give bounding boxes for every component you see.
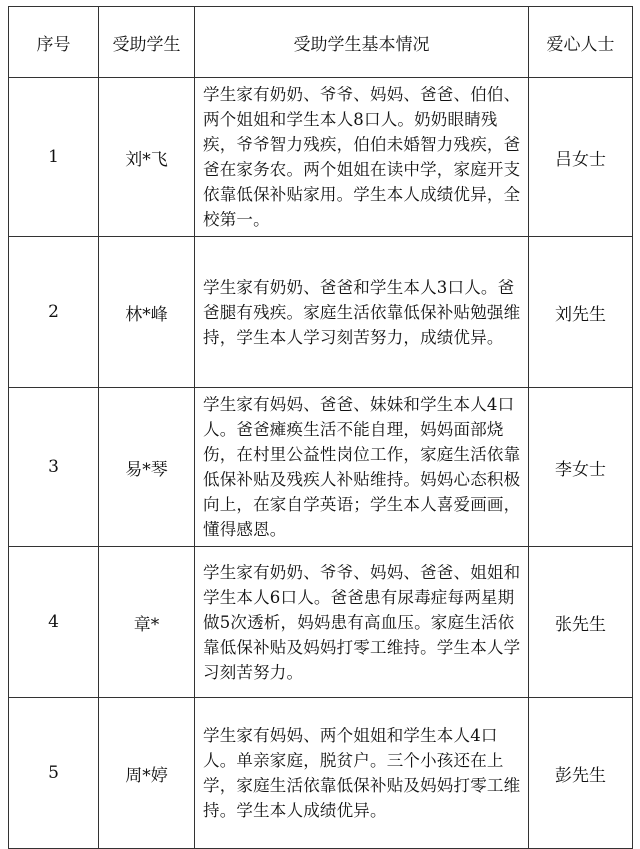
header-student: 受助学生 — [99, 7, 195, 78]
row-info: 学生家有妈妈、爸爸、妹妹和学生本人4口人。爸爸瘫痪生活不能自理，妈妈面部烧伤，在村里公益性岗位工作，家庭生活依靠低保补贴及残疾人补贴维持。妈妈心态积极向上，在家自学英语；学生本人喜爱画画，懂得感恩。 — [195, 388, 529, 547]
aid-students-table — [8, 6, 633, 849]
row-info: 学生家有妈妈、两个姐姐和学生本人4口人。单亲家庭，脱贫户。三个小孩还在上学，家庭生活依靠低保补贴及妈妈打零工维持。学生本人成绩优异。 — [195, 698, 529, 849]
row-donor: 李女士 — [529, 388, 633, 547]
row-index: 4 — [9, 547, 99, 698]
table-row — [9, 388, 633, 547]
table-row — [9, 547, 633, 698]
header-index: 序号 — [9, 7, 99, 78]
row-info: 学生家有奶奶、爷爷、妈妈、爸爸、伯伯、两个姐姐和学生本人8口人。奶奶眼睛残疾，爷爷智力残疾，伯伯未婚智力残疾，爸爸在家务农。两个姐姐在读中学，家庭开支依靠低保补贴家用。学生本人成绩优异，全校第一。 — [195, 78, 529, 237]
row-index: 3 — [9, 388, 99, 547]
table-row — [9, 698, 633, 849]
table-header-row — [9, 7, 633, 78]
row-info: 学生家有奶奶、爷爷、妈妈、爸爸、姐姐和学生本人6口人。爸爸患有尿毒症每两星期做5次透析，妈妈患有高血压。家庭生活依靠低保补贴及妈妈打零工维持。学生本人学习刻苦努力。 — [195, 547, 529, 698]
header-info: 受助学生基本情况 — [195, 7, 529, 78]
row-donor: 彭先生 — [529, 698, 633, 849]
table-row — [9, 78, 633, 237]
row-donor: 吕女士 — [529, 78, 633, 237]
row-student: 林*峰 — [99, 237, 195, 388]
row-student: 周*婷 — [99, 698, 195, 849]
row-info: 学生家有奶奶、爸爸和学生本人3口人。爸爸腿有残疾。家庭生活依靠低保补贴勉强维持，学生本人学习刻苦努力，成绩优异。 — [195, 237, 529, 388]
row-donor: 张先生 — [529, 547, 633, 698]
table-row — [9, 237, 633, 388]
row-student: 易*琴 — [99, 388, 195, 547]
row-index: 1 — [9, 78, 99, 237]
row-student: 刘*飞 — [99, 78, 195, 237]
header-donor: 爱心人士 — [529, 7, 633, 78]
row-student: 章* — [99, 547, 195, 698]
row-index: 5 — [9, 698, 99, 849]
row-index: 2 — [9, 237, 99, 388]
row-donor: 刘先生 — [529, 237, 633, 388]
